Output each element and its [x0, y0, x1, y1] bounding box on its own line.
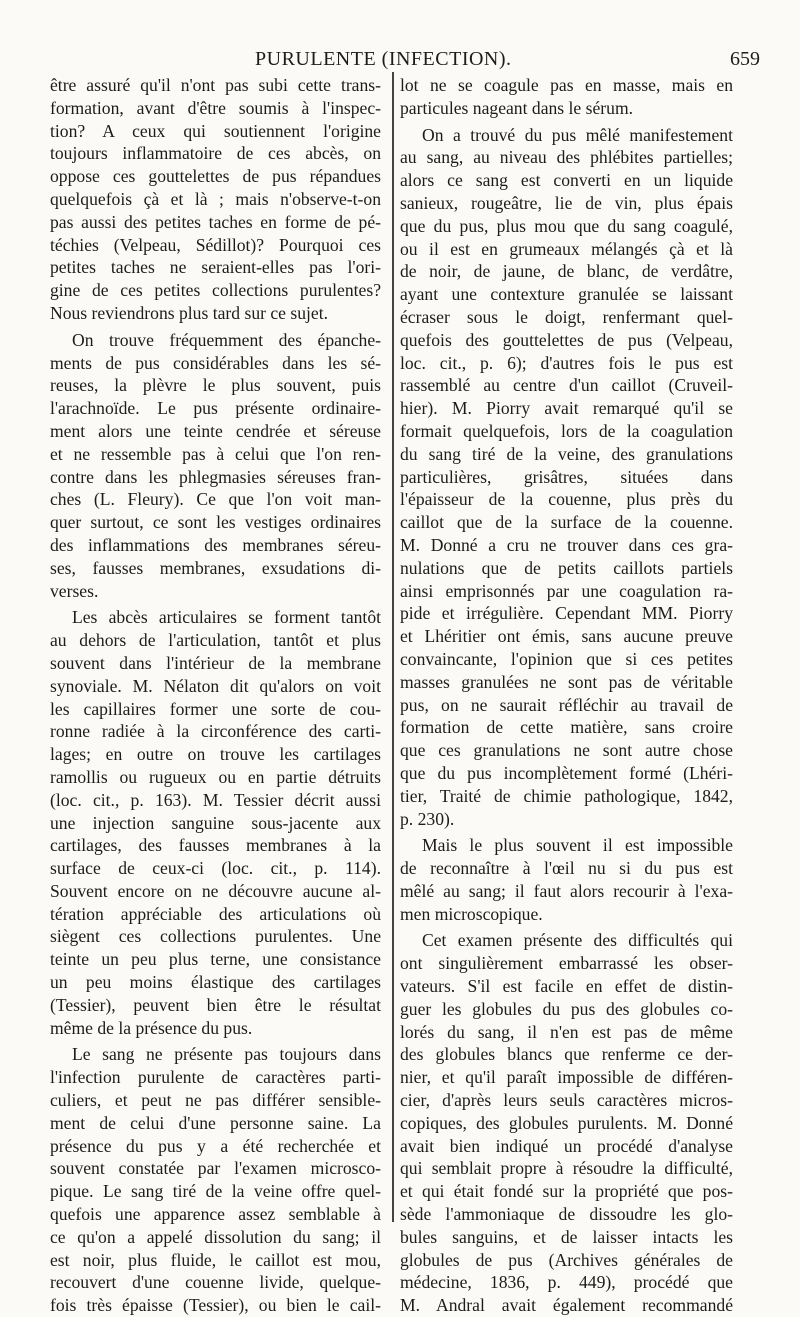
text-line: nier, et qu'il paraît impossible de différen-	[400, 1067, 733, 1088]
text-line: fois très épaisse (Tessier), ou bien le cail-	[50, 1295, 381, 1316]
text-line: l'épaisseur de la couenne, plus près du	[400, 489, 733, 510]
text-line: de noir, de jaune, de blanc, de verdâtre,	[400, 261, 733, 282]
column-divider	[392, 72, 394, 1222]
text-line: p. 230).	[400, 808, 455, 829]
text-line: un peu moins élastique des cartilages	[50, 972, 381, 993]
text-line: que du pus, plus mou que du sang coagulé,	[400, 215, 733, 236]
text-line: toujours inflammatoire de ces abcès, on	[50, 143, 381, 164]
text-line: Les abcès articulaires se forment tantôt	[72, 607, 381, 628]
text-line: une injection sanguine sous-jacente aux	[50, 812, 381, 833]
text-line: quefois des gouttelettes de pus (Velpeau,	[400, 329, 733, 350]
text-line: avait bien indiqué un procédé d'analyse	[400, 1135, 733, 1156]
text-line: que ces granulations ne sont autre chose	[400, 740, 733, 761]
page-number: 659	[730, 48, 760, 70]
text-line: ses, fausses membranes, exsudations di-	[50, 557, 381, 578]
text-line: contre dans les phlegmasies séreuses fran-	[50, 466, 381, 487]
text-line: guer les globules du pus des globules co-	[400, 998, 733, 1019]
text-line: caillot que de la surface de la couenne.	[400, 512, 733, 533]
text-line: cier, d'après leurs seuls caractères micros-	[400, 1090, 733, 1111]
text-line: ronne radiée à la circonférence des carti-	[50, 721, 381, 742]
text-line: recouvert d'une couenne livide, quelque-	[50, 1272, 381, 1293]
text-line: formation de cette matière, sans croire	[400, 717, 733, 738]
text-line: l'arachnoïde. Le pus présente ordinaire-	[50, 398, 381, 419]
text-line: culiers, et peut ne pas différer sensible-	[50, 1090, 381, 1111]
text-line: au sang, au niveau des phlébites partielles;	[400, 147, 733, 168]
text-line: des globules blancs que renferme ce der-	[400, 1044, 733, 1065]
text-line: et Lhéritier ont émis, sans aucune preuve	[400, 626, 733, 647]
text-line: qui semblait propre à résoudre la difficulté,	[400, 1158, 733, 1179]
text-line: ce qu'on a appelé dissolution du sang; il	[50, 1226, 381, 1247]
text-line: même de la présence du pus.	[50, 1017, 253, 1038]
text-line: rassemblé au centre d'un caillot (Cruveil-	[400, 375, 733, 396]
text-line: (Tessier), peuvent bien être le résultat	[50, 994, 381, 1015]
text-line: ont singulièrement embarrassé les obser-	[400, 953, 733, 974]
text-line: médecine, 1836, p. 449), procédé que	[400, 1272, 733, 1293]
text-line: synoviale. M. Nélaton dit qu'alors on voit	[50, 675, 381, 696]
text-line: petites taches ne seraient-elles pas l'ori-	[50, 257, 381, 278]
text-line: est noir, plus fluide, le caillot est mou,	[50, 1249, 381, 1270]
text-line: quelquefois çà et là ; mais n'observe-t-on	[50, 188, 381, 209]
text-line: être assuré qu'il n'ont pas subi cette trans-	[50, 75, 381, 95]
text-line: particulières, grisâtres, situées dans	[400, 466, 733, 487]
text-line: Nous reviendrons plus tard sur ce sujet.	[50, 302, 329, 323]
text-line: loc. cit., p. 6); d'autres fois le pus est	[400, 352, 733, 373]
text-line: Mais le plus souvent il est impossible	[422, 835, 733, 856]
text-line: ment de celui d'une personne saine. La	[50, 1112, 381, 1133]
text-line: formait quelquefois, lors de la coagulation	[400, 420, 733, 441]
text-line: siègent ces collections purulentes. Une	[50, 926, 381, 947]
text-line: cartilages, des fausses membranes à la	[50, 835, 381, 856]
text-line: men microscopique.	[400, 903, 543, 924]
text-line: tération appréciable des articulations où	[50, 903, 381, 924]
text-line: du sang tiré de la veine, des granulations	[400, 443, 733, 464]
text-line: copiques, des globules purulents. M. Donné	[400, 1112, 733, 1133]
text-line: présence du pus y a été recherchée et	[50, 1135, 381, 1156]
text-line: et qui était fondé sur la propriété que pos-	[400, 1181, 733, 1202]
text-line: pas aussi des petites taches en forme de pé-	[50, 211, 381, 232]
text-line: lages; en outre on trouve les cartilages	[50, 744, 381, 765]
text-line: bules sanguins, et de laisser intacts les	[400, 1226, 733, 1247]
running-head	[0, 44, 800, 74]
text-line: M. Andral avait également recommandé	[400, 1295, 733, 1316]
right-column	[400, 74, 733, 1317]
text-line: pide et irrégulière. Cependant MM. Piorry	[400, 603, 733, 624]
text-line: oppose ces gouttelettes de pus répandues	[50, 166, 381, 187]
text-line: formation, avant d'être soumis à l'inspec-	[50, 97, 381, 118]
text-line: de reconnaître à l'œil nu si du pus est	[400, 858, 733, 879]
text-line: ainsi emprisonnés par une coagulation ra-	[400, 580, 733, 601]
text-line: ches (L. Fleury). Ce que l'on voit man-	[50, 489, 381, 510]
text-line: tion? A ceux qui soutiennent l'origine	[50, 120, 381, 141]
text-line: On trouve fréquemment des épanche-	[72, 329, 381, 350]
text-line: ment alors une teinte cendrée et séreuse	[50, 420, 381, 441]
text-line: au dehors de l'articulation, tantôt et plus	[50, 630, 381, 651]
text-line: masses granulées ne sont pas de véritable	[400, 671, 733, 692]
text-line: souvent dans l'intérieur de la membrane	[50, 652, 381, 673]
text-line: lot ne se coagule pas en masse, mais en	[400, 75, 733, 95]
text-line: quefois une apparence assez semblable à	[50, 1204, 381, 1225]
text-line: On a trouvé du pus mêlé manifestement	[422, 124, 733, 145]
text-line: globules de pus (Archives générales de	[400, 1249, 733, 1270]
text-line: lorés du sang, il n'en est pas de même	[400, 1021, 733, 1042]
text-line: sanieux, rougeâtre, lie de vin, plus épais	[400, 192, 733, 213]
text-line: ramollis ou rugueux ou en partie détruits	[50, 766, 381, 787]
text-line: (loc. cit., p. 163). M. Tessier décrit aussi	[50, 789, 381, 810]
text-line: écraser sous le doigt, renfermant quel-	[400, 306, 733, 327]
text-line: et ne ressemble pas à celui que l'on ren-	[50, 443, 381, 464]
text-line: M. Donné a cru ne trouver dans ces gra-	[400, 534, 733, 555]
text-line: Cet examen présente des difficultés qui	[422, 930, 733, 951]
text-line: sède l'ammoniaque de dissoudre les glo-	[400, 1204, 733, 1225]
text-line: pique. Le sang tiré de la veine offre quel-	[50, 1181, 381, 1202]
text-line: pus, on ne saurait réfléchir au travail de	[400, 694, 733, 715]
text-line: souvent constatée par l'examen microsco-	[50, 1158, 381, 1179]
left-column	[50, 74, 381, 1317]
text-line: téchies (Velpeau, Sédillot)? Pourquoi ces	[50, 234, 381, 255]
text-line: particules nageant dans le sérum.	[400, 97, 634, 118]
text-line: tier, Traité de chimie pathologique, 1842,	[400, 785, 733, 806]
text-line: surface de ceux-ci (loc. cit., p. 114).	[50, 858, 381, 879]
text-line: verses.	[50, 580, 99, 601]
text-line: ayant une contexture granulée se laissant	[400, 284, 733, 305]
text-line: ments de pus considérables dans les sé-	[50, 352, 381, 373]
text-line: reuses, la plèvre le plus souvent, puis	[50, 375, 381, 396]
text-line: des inflammations des membranes séreu-	[50, 534, 381, 555]
text-line: teinte un peu plus terne, une consistance	[50, 949, 381, 970]
text-line: vateurs. S'il est facile en effet de distin-	[400, 976, 733, 997]
text-line: alors ce sang est converti en un liquide	[400, 170, 733, 191]
text-line: nulations que de petits caillots partiels	[400, 557, 733, 578]
text-line: Le sang ne présente pas toujours dans	[72, 1044, 381, 1065]
text-line: hier). M. Piorry avait remarqué qu'il se	[400, 398, 733, 419]
text-line: convaincante, l'opinion que si ces petites	[400, 648, 733, 669]
text-line: Souvent encore on ne découvre aucune al-	[50, 880, 381, 901]
text-line: gine de ces petites collections purulentes?	[50, 280, 381, 301]
text-line: l'infection purulente de caractères parti-	[50, 1067, 381, 1088]
text-line: mêlé au sang; il faut alors recourir à l'exa-	[400, 880, 733, 901]
text-line: quer surtout, ce sont les vestiges ordinaires	[50, 512, 381, 533]
page-title: PURULENTE (INFECTION).	[255, 48, 512, 70]
text-line: les capillaires former une sorte de cou-	[50, 698, 381, 719]
text-line: que du pus incomplètement formé (Lhéri-	[400, 762, 733, 783]
text-line: ou il est en grumeaux mélangés çà et là	[400, 238, 733, 259]
